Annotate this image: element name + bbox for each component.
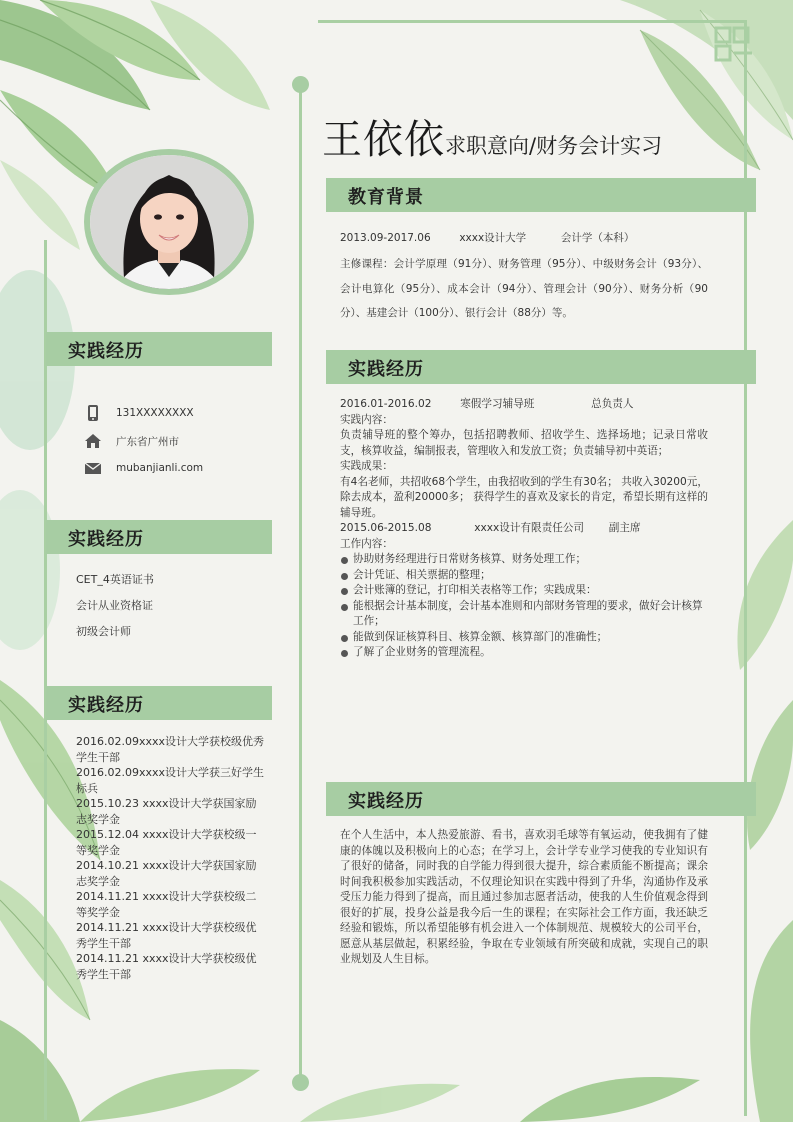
home-icon xyxy=(82,432,104,450)
award-item: 2014.11.21 xxxx设计大学获校级优秀学生干部 xyxy=(76,952,257,981)
contact-website xyxy=(82,458,203,478)
practice-section-title: 实践经历 xyxy=(348,359,424,380)
certificate-item: 会计从业资格证 xyxy=(76,599,153,612)
timeline-vertical-line xyxy=(299,84,302,1084)
education-school: xxxx设计大学 xyxy=(459,232,527,244)
frame-top-line xyxy=(318,20,746,23)
award-item: 2015.10.23 xxxx设计大学获国家励志奖学金 xyxy=(76,797,257,826)
award-item: 2015.12.04 xxxx设计大学获校级一等奖学金 xyxy=(76,828,257,857)
practice-job1-role: 总负责人 xyxy=(591,398,634,410)
award-item: 2014.10.21 xxxx设计大学获国家励志奖学金 xyxy=(76,859,257,888)
certificate-item: CET_4英语证书 xyxy=(76,573,154,586)
list-item: 了解了企业财务的管理流程。 xyxy=(340,645,708,661)
practice-job1-result: 有4名老师，共招收68个学生，由我招收到的学生有30名； 共收入30200元，除去成本，盈利20000多； 获得学生的喜欢及家长的肯定，希望长期有这样的辅导班。 xyxy=(340,475,708,519)
contact-website-text: mubanjianli.com xyxy=(116,462,204,474)
practice-content xyxy=(340,397,708,661)
education-period: 2013.09-2017.06 xyxy=(340,232,431,244)
contact-address xyxy=(82,431,179,451)
portrait-image xyxy=(90,155,248,289)
practice-job1-content-label: 实践内容： xyxy=(340,413,393,426)
award-item: 2014.11.21 xxxx设计大学获校级二等奖学金 xyxy=(76,890,257,919)
education-section-header xyxy=(326,178,756,212)
corner-ornament xyxy=(712,24,752,64)
self-evaluation-section-title: 实践经历 xyxy=(348,791,424,812)
list-item: 协助财务经理进行日常财务核算、财务处理工作； xyxy=(340,552,708,568)
contact-section-header xyxy=(46,332,272,366)
contact-phone-text: 131XXXXXXXX xyxy=(116,407,194,419)
practice-job1-period: 2016.01-2016.02 xyxy=(340,398,432,410)
contact-address-text: 广东省广州市 xyxy=(116,435,179,448)
practice-job2-org: xxxx设计有限责任公司 xyxy=(474,522,585,534)
list-item: 会计账簿的登记，打印相关表格等工作；实践成果： xyxy=(340,583,708,599)
practice-job2-content-label: 工作内容： xyxy=(340,537,393,550)
practice-job2-summary xyxy=(340,521,708,537)
practice-job2-bullet-list xyxy=(340,552,708,661)
resume-header xyxy=(322,108,762,164)
education-section-title: 教育背景 xyxy=(348,187,424,208)
practice-job1-summary xyxy=(340,397,708,413)
timeline-top-dot xyxy=(292,76,309,93)
awards-section-title: 实践经历 xyxy=(68,695,144,716)
award-item: 2014.11.21 xxxx设计大学获校级优秀学生干部 xyxy=(76,921,257,950)
education-major: 会计学（本科） xyxy=(560,232,635,244)
awards-section-header xyxy=(46,686,272,720)
job-intent: 求职意向/财务会计实习 xyxy=(445,134,663,158)
timeline-bottom-dot xyxy=(292,1074,309,1091)
practice-job1-org: 寒假学习辅导班 xyxy=(460,398,535,410)
practice-job1-result-label: 实践成果： xyxy=(340,460,393,472)
self-evaluation-section-header xyxy=(326,782,756,816)
self-evaluation-text: 在个人生活中，本人热爱旅游、看书，喜欢羽毛球等有氧运动，使我拥有了健康的体魄以及积极向上的心态；在学习上，会计学专业学习使我的专业知识有了很好的储备，同时我的自学能力得到很大提升，综合素质能不断提高；课余时间我积极参加实践活动，不仅理论知识在实践中得到了升华，沟通协作及承受压力能力得到了提高，而且通过参加志愿者活动，使我的人生价值观念得到很好的扩展，投身公益是我今后一生的课程；在实际社会工作方面，我还缺乏经验和锻炼，所以希望能够有机会进入一个体制规范、规模较大的公司平台，愿意从基层做起，积累经验，争取在专业领域有所突破和成就，实现自己的职业规划及人生目标。 xyxy=(340,829,708,965)
practice-job2-period: 2015.06-2015.08 xyxy=(340,522,432,534)
frame-left-line xyxy=(44,240,47,1120)
practice-job2-role: 副主席 xyxy=(608,522,641,534)
certificates-section-header xyxy=(46,520,272,554)
certificates-section-title: 实践经历 xyxy=(68,529,144,550)
mail-icon xyxy=(82,459,104,477)
certificate-item: 初级会计师 xyxy=(76,625,131,638)
leaf-decoration-bottom xyxy=(0,1060,793,1122)
education-courses: 主修课程：会计学原理（91分）、财务管理（95分）、中级财务会计（93分）、会计电算化（95分）、成本会计（94分）、管理会计（90分）、财务分析（90分）、基建会计（100分）、银行会计（88分）等。 xyxy=(340,258,708,319)
list-item: 能做到保证核算科目、核算金额、核算部门的准确性； xyxy=(340,630,708,646)
candidate-name: 王依依 xyxy=(322,117,445,163)
contact-phone xyxy=(82,403,194,423)
award-item: 2016.02.09xxxx设计大学获三好学生标兵 xyxy=(76,766,265,795)
list-item: 会计凭证、相关票据的整理； xyxy=(340,568,708,584)
education-summary xyxy=(340,230,634,245)
phone-icon xyxy=(82,404,104,422)
practice-job1-content: 负责辅导班的整个筹办，包括招聘教师、招收学生、选择场地；记录日常收支，核算收益，编制报表，管理收入和发放工资；负责辅导初中英语； xyxy=(340,429,708,457)
avatar xyxy=(84,149,254,295)
practice-section-header xyxy=(326,350,756,384)
contact-section-title: 实践经历 xyxy=(68,341,144,362)
award-item: 2016.02.09xxxx设计大学获校级优秀学生干部 xyxy=(76,735,265,764)
list-item: 能根据会计基本制度，会计基本准则和内部财务管理的要求，做好会计核算工作； xyxy=(340,599,708,630)
